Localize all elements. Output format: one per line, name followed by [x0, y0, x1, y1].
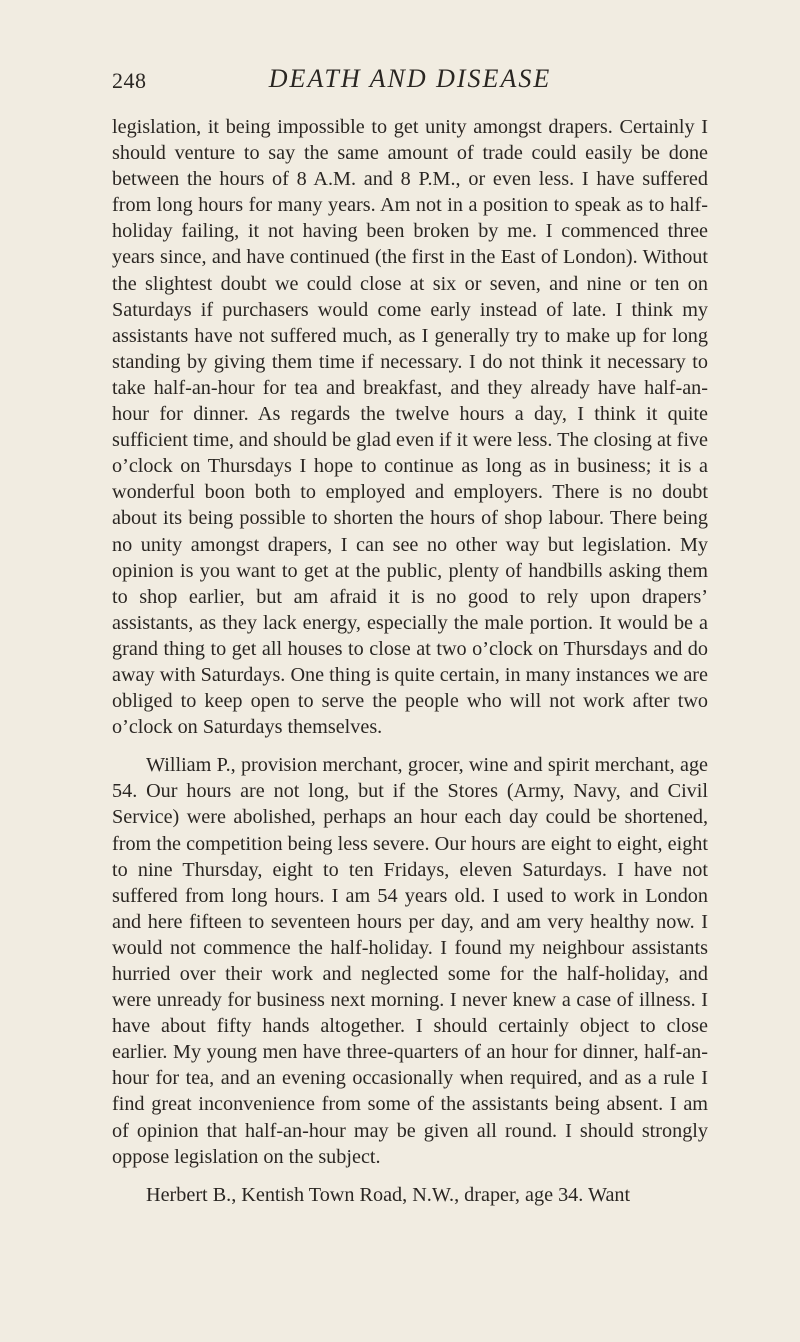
running-head: DEATH AND DISEASE [268, 64, 552, 93]
body-text [112, 114, 708, 1208]
paragraph-william-p: William P., provision merchant, grocer, wine and spirit merchant, age 54. Our hours are not long, but if the Stores (Army, Navy, and Civil Service) were abolished, perhaps an hour each day could be shortened, from the competition being less severe. Our hours are eight to eight, eight to nine Thursday, eight to ten Fridays, eleven Saturdays. I have not suffered from long hours. I am 54 years old. I used to work in London and here fifteen to seventeen hours per day, and am very healthy now. I would not commence the half-holiday. I found my neighbour assistants hurried over their work and neglected some for the half-holiday, and were unready for business next morning. I never knew a case of illness. I have about fifty hands altogether. I should certainly object to close earlier. My young men have three-quarters of an hour for dinner, half-an-hour for tea, and an evening occasionally when required, and as a rule I find great inconvenience from some of the assistants being absent. I am of opinion that half-an-hour may be given all round. I should strongly oppose legislation on the subject. [112, 754, 708, 1168]
page-header [112, 64, 708, 104]
page-number: 248 [112, 68, 147, 93]
paragraph-continued: legislation, it being impossible to get unity amongst drapers. Certainly I should venture to say the same amount of trade could easily be done between the hours of 8 A.M. and 8 P.M., or even less. I have suffered from long hours for many years. Am not in a position to speak as to half-holiday failing, it not having been broken by me. I commenced three years since, and have continued (the first in the East of London). Without the slightest doubt we could close at six or seven, and nine or ten on Saturdays if purchasers would come early instead of late. I think my assistants have not suffered much, as I generally try to make up for long standing by giving them time if necessary. I do not think it necessary to take half-an-hour for tea and breakfast, and they already have half-an-hour for dinner. As regards the twelve hours a day, I think it quite sufficient time, and should be glad even if it were less. The closing at five o’clock on Thursdays I hope to continue as long as in business; it is a wonderful boon both to employed and employers. There is no doubt about its being possible to shorten the hours of shop labour. There being no unity amongst drapers, I can see no other way but legislation. My opinion is you want to get at the public, plenty of handbills asking them to shop earlier, but am afraid it is no good to rely upon drapers’ assistants, as they lack energy, especially the male portion. It would be a grand thing to get all houses to close at two o’clock on Thursdays and do away with Saturdays. One thing is quite certain, in many instances we are obliged to keep open to serve the people who will not work after two o’clock on Saturdays themselves. [112, 116, 708, 739]
paragraph-herbert-b: Herbert B., Kentish Town Road, N.W., draper, age 34. Want [146, 1183, 631, 1206]
